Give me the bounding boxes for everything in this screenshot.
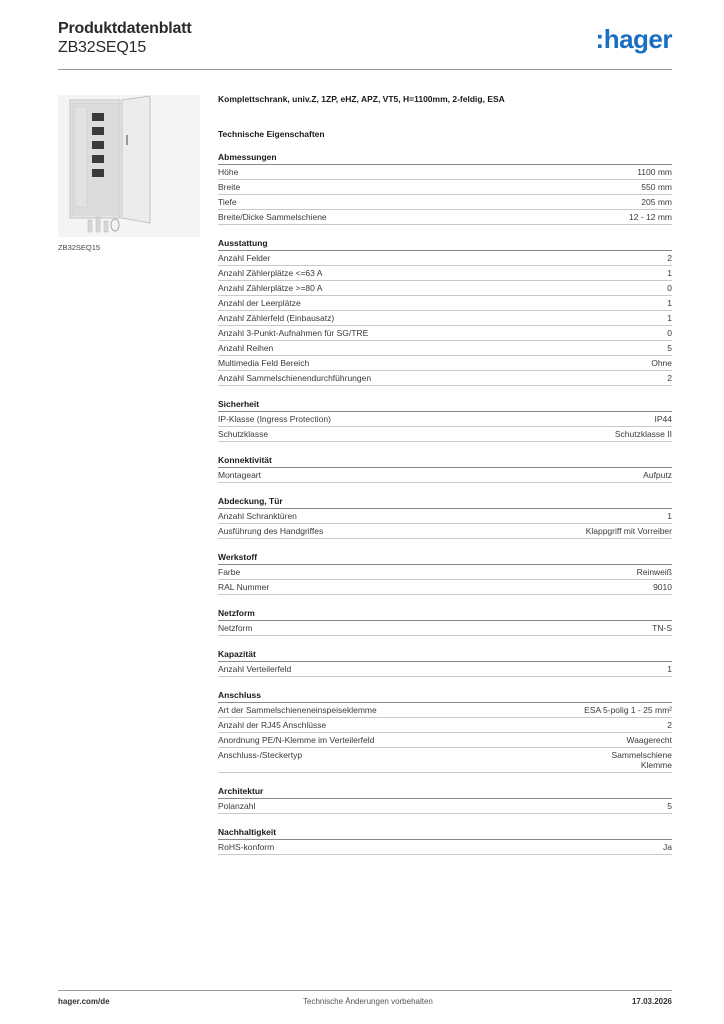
property-label: Netzform [218,623,253,633]
product-description: Komplettschrank, univ.Z, 1ZP, eHZ, APZ, VT5, H=1100mm, 2-feldig, ESA [218,94,505,104]
property-label: RoHS-konform [218,842,275,852]
property-value: Ohne [651,358,672,368]
property-label: Anzahl Reihen [218,343,274,353]
property-value: 1 [667,313,672,323]
property-value: Ja [663,842,672,852]
property-value: 12 - 12 mm [629,212,672,222]
property-row [218,180,672,195]
property-value: 5 [667,801,672,811]
property-value: 1 [667,511,672,521]
property-label: Polanzahl [218,801,256,811]
property-label: Höhe [218,167,239,177]
hager-logo: :hager [595,24,672,54]
section [218,496,672,539]
footer-notice: Technische Änderungen vorbehalten [303,997,433,1006]
property-value: 550 mm [641,182,672,192]
property-label: Art der Sammelschieneneinspeiseklemme [218,705,377,715]
property-value: 1100 mm [637,167,672,177]
document-title: Produktdatenblatt [58,20,192,37]
property-value: 0 [667,283,672,293]
property-row [218,311,672,326]
property-row [218,703,672,718]
property-value: IP44 [654,414,672,424]
property-label: Anzahl Sammelschienendurchführungen [218,373,372,383]
image-caption: ZB32SEQ15 [58,243,101,252]
section-title: Abdeckung, Tür [218,496,672,509]
property-value: Waagerecht [626,735,672,745]
property-row [218,356,672,371]
section-title: Werkstoff [218,552,672,565]
product-number: ZB32SEQ15 [58,39,147,56]
property-label: Anzahl Zählerfeld (Einbausatz) [218,313,335,323]
property-row [218,662,672,677]
section [218,238,672,386]
section-title: Netzform [218,608,672,621]
property-row [218,565,672,580]
section-title: Sicherheit [218,399,672,412]
section-title: Anschluss [218,690,672,703]
property-label: Montageart [218,470,261,480]
property-label: Anzahl Schranktüren [218,511,297,521]
property-row [218,412,672,427]
property-row [218,195,672,210]
property-value: 205 mm [641,197,672,207]
property-label: RAL Nummer [218,582,270,592]
property-value: 9010 [653,582,672,592]
property-row [218,251,672,266]
property-value: 0 [667,328,672,338]
property-label: Anzahl Zählerplätze >=80 A [218,283,323,293]
section-title: Konnektivität [218,455,672,468]
section [218,649,672,677]
property-label: Farbe [218,567,241,577]
property-row [218,427,672,442]
property-row [218,341,672,356]
section [218,690,672,773]
property-value: 2 [667,720,672,730]
section [218,399,672,442]
section [218,152,672,225]
section [218,827,672,855]
footer-date: 17.03.2026 [631,997,672,1006]
section [218,552,672,595]
property-value: 5 [667,343,672,353]
section-title: Kapazität [218,649,672,662]
property-row [218,281,672,296]
property-label: Anzahl Zählerplätze <=63 A [218,268,323,278]
property-label: Breite/Dicke Sammelschiene [218,212,327,222]
property-row [218,468,672,483]
header-divider [58,69,672,70]
properties-sections [218,152,672,855]
section-title: Nachhaltigkeit [218,827,672,840]
page-header [58,20,672,70]
property-label: Anzahl der Leerplätze [218,298,301,308]
property-row [218,621,672,636]
property-value: Aufputz [643,470,672,480]
property-row [218,748,672,773]
technical-properties-heading: Technische Eigenschaften [218,129,325,139]
property-row [218,580,672,595]
property-label: IP-Klasse (Ingress Protection) [218,414,331,424]
property-value: 1 [667,268,672,278]
section [218,608,672,636]
property-value: Reinweiß [636,567,672,577]
property-value: Schutzklasse II [614,429,672,439]
property-value: ESA 5-polig 1 - 25 mm² [584,705,672,715]
property-value: Sammelschiene Klemme [611,750,672,770]
property-row [218,799,672,814]
property-label: Tiefe [218,197,237,207]
property-row [218,326,672,341]
property-label: Breite [218,182,241,192]
property-row [218,266,672,281]
property-label: Ausführung des Handgriffes [218,526,324,536]
property-row [218,733,672,748]
property-value: 1 [667,664,672,674]
property-row [218,524,672,539]
product-image [58,95,200,237]
section-title: Ausstattung [218,238,672,251]
property-label: Multimedia Feld Bereich [218,358,310,368]
property-label: Anzahl 3-Punkt-Aufnahmen für SG/TRE [218,328,369,338]
property-row [218,718,672,733]
property-label: Anordnung PE/N-Klemme im Verteilerfeld [218,735,375,745]
property-value: 2 [667,373,672,383]
section [218,455,672,483]
property-value: TN-S [652,623,672,633]
property-value: Klappgriff mit Vorreiber [585,526,672,536]
footer-divider [58,990,672,991]
property-value: 2 [667,253,672,263]
property-row [218,296,672,311]
section [218,786,672,814]
property-label: Anzahl der RJ45 Anschlüsse [218,720,327,730]
section-title: Architektur [218,786,672,799]
property-row [218,371,672,386]
section-title: Abmessungen [218,152,672,165]
property-row [218,165,672,180]
property-row [218,210,672,225]
product-details [218,94,672,855]
property-label: Anzahl Felder [218,253,271,263]
property-label: Anzahl Verteilerfeld [218,664,292,674]
property-row [218,840,672,855]
property-label: Anschluss-/Steckertyp [218,750,303,760]
property-label: Schutzklasse [218,429,269,439]
footer-website[interactable]: hager.com/de [58,997,110,1006]
property-value: 1 [667,298,672,308]
property-row [218,509,672,524]
